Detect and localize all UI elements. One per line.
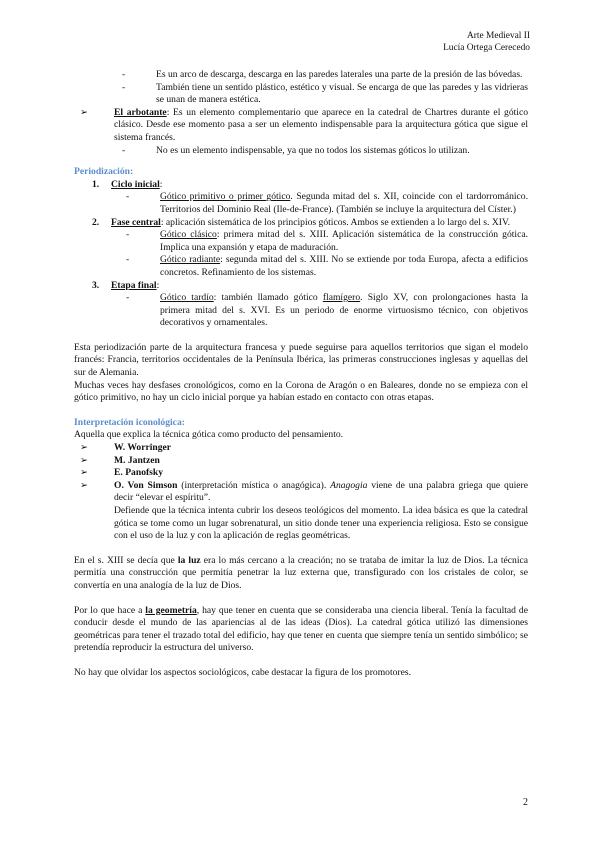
- author-item: ➢ O. Von Simson (interpretación mística o anagógica). Anagogia viene de una palabra griega que quiere decir “elevar el espíritu”.: [80, 479, 529, 504]
- dash-marker: -: [126, 254, 130, 266]
- section-heading-periodizacion: Periodización:: [74, 166, 134, 178]
- list-item: - Gótico tardío: también llamado gótico flamígero. Siglo XV, con prolongaciones hasta la primera mitad del s. XVI. Es un periodo de enorme virtuosismo técnico, con objetivos decorativos y ornamentales.: [126, 292, 528, 329]
- style-term: Gótico radiante: [160, 254, 221, 266]
- list-item-text: Es un arco de descarga, descarga en las paredes laterales una parte de la presión de las bóvedas.: [156, 69, 523, 80]
- author-item: [74, 442, 528, 455]
- period-title: Etapa final: [111, 279, 157, 291]
- page-header: [443, 30, 530, 54]
- header-author: Lucía Ortega Cerecedo: [443, 43, 530, 53]
- dash-marker: -: [126, 229, 130, 241]
- number-marker: 3.: [92, 279, 100, 291]
- period-item-3: 3. Etapa final:: [92, 279, 160, 291]
- style-term: flamígero: [322, 292, 361, 304]
- number-marker: 1.: [92, 178, 100, 190]
- number-marker: 2.: [92, 216, 100, 228]
- style-term: Gótico tardío: [160, 292, 214, 304]
- paragraph: Defiende que la técnica intenta cubrir los deseos teológicos del momento. La idea básica es que la catedral gótica se tome como un lugar sobrenatural, un sitio donde tener una experiencia religiosa. Esto se consigue con el uso de la luz y con la aplicación de reglas geométricas.: [114, 505, 528, 542]
- paragraph: Esta periodización parte de la arquitectura francesa y puede seguirse para aquellos territorios que sigan el modelo francés: Francia, territorios occidentales de la Península Ibérica, las primeras construcciones inglesas y aquellas del sur de Alemania.: [74, 341, 528, 379]
- author-item: [74, 467, 528, 480]
- list-item: - Gótico primitivo o primer gótico. Segunda mitad del s. XII, coincide con el tardorrománico. Territorios del Dominio Real (Ile-de-France). (También se incluye la arquitectura del Císter.): [126, 191, 528, 215]
- section-heading-iconologica: Interpretación iconológica:: [74, 416, 185, 428]
- arrow-bullet-icon: ➢: [80, 454, 89, 466]
- paragraph: No hay que olvidar los aspectos sociológicos, cabe destacar la figura de los promotores.: [74, 666, 412, 678]
- term-arbotante: El arbotante: [114, 106, 167, 118]
- list-item: [74, 145, 528, 158]
- author-name: E. Panofsky: [114, 467, 164, 479]
- list-item: [74, 82, 528, 107]
- list-item-arbotante: [74, 107, 528, 145]
- list-item: - Gótico clásico: primera mitad del s. XIII. Aplicación sistemática de la construcción gótica. Implica una expansión y etapa de maduración.: [126, 229, 528, 253]
- period-title: Fase central: [111, 216, 161, 228]
- author-name: M. Jantzen: [114, 454, 160, 466]
- arbotante-text: : Es un elemento complementario que aparece en la catedral de Chartres durante el gótico clásico. Desde ese momento pasa a ser un elemento indispensable para la arquitectura gótica que sigue el sistema francés.: [114, 106, 529, 143]
- arrow-bullet-icon: ➢: [80, 467, 89, 479]
- list-item-text: No es un elemento indispensable, ya que no todos los sistemas góticos lo utilizan.: [156, 144, 470, 156]
- dash-marker: -: [122, 144, 126, 156]
- paragraph: Aquella que explica la técnica gótica como producto del pensamiento.: [74, 429, 344, 441]
- author-name: W. Worringer: [114, 442, 172, 454]
- author-item: [74, 455, 528, 468]
- page-number: 2: [523, 797, 528, 808]
- paragraph: Muchas veces hay desfases cronológicos, como en la Corona de Aragón o en Baleares, donde no se empieza con el gótico primitivo, no hay un ciclo inicial porque ya habían estado en contacto con otras etapas.: [74, 379, 528, 404]
- term-geometria: la geometría: [145, 604, 197, 616]
- dash-marker: -: [122, 69, 126, 80]
- header-course: Arte Medieval II: [467, 31, 530, 41]
- paragraph: En el s. XIII se decía que la luz era lo más cercano a la creación; no se trataba de imitar la luz de Dios. La técnica permitía una construcción que permitía penetrar la luz externa que, transfigurado con los cristales de color, se convertía en una analogía de la luz de Dios.: [74, 554, 528, 591]
- author-name: O. Von Simson: [114, 479, 178, 491]
- document-body: [74, 69, 528, 680]
- arrow-bullet-icon: ➢: [80, 479, 89, 491]
- dash-marker: -: [126, 191, 130, 203]
- period-item-2: 2. Fase central: aplicación sistemática de los principios góticos. Ambos se extienden a lo largo del s. XIV.: [92, 216, 511, 228]
- period-item-1: 1. Ciclo inicial:: [92, 178, 163, 190]
- dash-marker: -: [126, 292, 130, 304]
- paragraph: Por lo que hace a la geometría, hay que tener en cuenta que se consideraba una ciencia liberal. Tenía la facultad de conducir desde el mundo de las apariencias al de las ideas (Dios). La catedral gótica utilizó las dimensiones geométricas para tener el trazado total del edificio, hay que tener en cuenta que siempre tenía un sentido simbólico; se pretendía reproducir la estructura del universo.: [74, 604, 528, 654]
- arrow-bullet-icon: ➢: [80, 442, 89, 454]
- style-term: Gótico clásico: [160, 229, 217, 241]
- dash-marker: -: [122, 81, 126, 93]
- list-item: - Gótico radiante: segunda mitad del s. XIII. No se extiende por toda Europa, afecta a edificios concretos. Refinamiento de los sistemas.: [126, 254, 528, 278]
- list-item: [74, 69, 528, 82]
- italic-term: Anagogia: [330, 479, 368, 491]
- list-item-text: También tiene un sentido plástico, estético y visual. Se encarga de que las paredes y las vidrieras se unan de manera estética.: [156, 81, 528, 106]
- term-luz: la luz: [177, 554, 201, 566]
- period-title: Ciclo inicial: [111, 178, 160, 190]
- arrow-bullet-icon: ➢: [80, 106, 89, 118]
- style-term: Gótico primitivo o primer gótico: [160, 191, 291, 203]
